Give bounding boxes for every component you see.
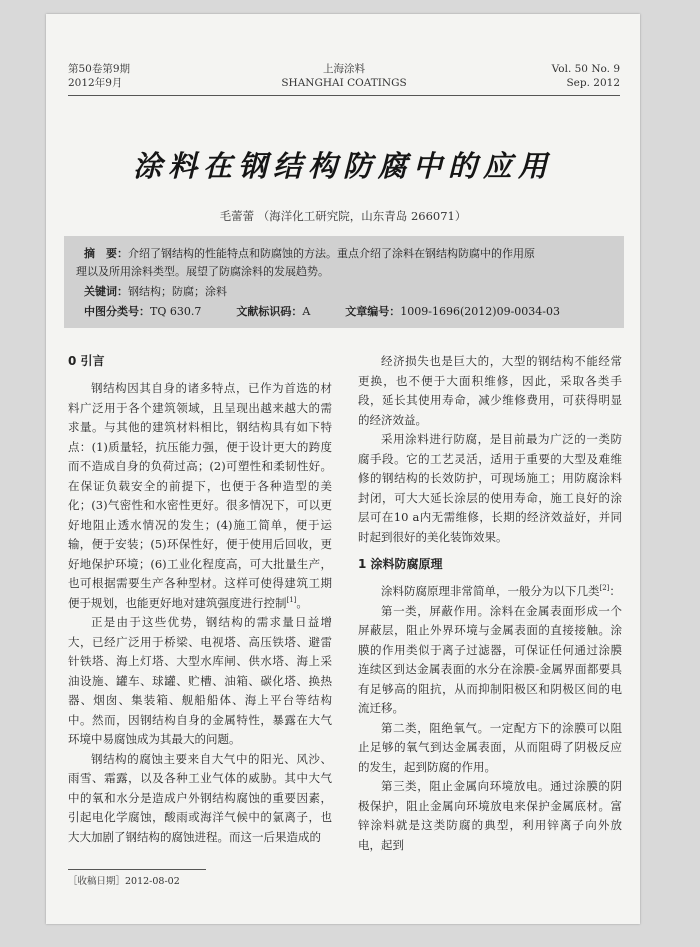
header-rule — [68, 95, 620, 96]
abstract-line: 理以及所用涂料类型。展望了防腐涂料的发展趋势。 — [76, 265, 329, 278]
section-heading: 1 涂料防腐原理 — [358, 557, 443, 571]
paragraph: 正是由于这些优势，钢结构的需求量日益增大，已经广泛用于桥梁、电视塔、高压铁塔、避雷针铁塔、海上灯塔、大型水库闸、供水塔、海上采油设施、罐车、球罐、贮槽、油箱、碳化塔、换热器、烟囱、集装箱、舰船船体、海上平台等结构中。然而，因钢结构自身的金属特性，暴露在大气环境中易腐蚀成为其最大的问题。 — [68, 615, 332, 746]
paragraph: 钢结构因其自身的诸多特点，已作为首选的材料广泛用于各个建筑领域，且呈现出越来越大的需求量。与其他的建筑材料相比，钢结构具有如下特点：(1)质量轻，抗压能力强，便于设计更大的跨度而不造成自身的负荷过高；(2)可塑性和柔韧性好。在保证负载安全的前提下，也便于各种造型的美化；(3)气密性和水密性更好。很多情况下，可以更好地阻止透水情况的发生；(4)施工简单，便于运输，便于安装；(5)环保性好，便于使用后回收，更好地保护环境；(6)工业化程度高，可大批量生产，也可根据需要生产各种型材。这样可使得建筑工期便于规划，也能更好地对建筑强度进行控制[1]。 — [68, 381, 332, 610]
section-heading: 0 引言 — [68, 354, 105, 368]
paragraph: 第三类，阻止金属向环境放电。通过涂膜的阴极保护，阻止金属向环境放电来保护金属底材。富锌涂料就是这类防腐的典型，利用锌离子向外放电，起到 — [358, 779, 622, 852]
issue-info: 第50卷第9期 2012年9月 — [68, 63, 131, 89]
left-column — [68, 352, 332, 847]
abstract-box — [64, 236, 624, 328]
footnote-rule — [68, 869, 206, 870]
volume-info: Vol. 50 No. 9 Sep. 2012 — [551, 63, 620, 89]
keywords: 关键词：钢结构；防腐；涂料 — [84, 285, 227, 298]
paragraph: 采用涂料进行防腐，是目前最为广泛的一类防腐手段。它的工艺灵活，适用于重要的大型及难维修的钢结构的长效防护，可现场施工；用防腐涂料封闭，可大大延长涂层的使用寿命，施工良好的涂层可在10 a内无需维修，长期的经济效益好，并同时起到很好的美化装饰效果。 — [358, 432, 622, 544]
received-date-footnote: ［收稿日期］2012-08-02 — [68, 869, 332, 887]
paragraph: 第一类，屏蔽作用。涂料在金属表面形成一个屏蔽层，阻止外界环境与金属表面的直接接触。涂膜的作用类似于离子过滤器，可保证任何通过涂膜连续区到达金属表面的水分在涂膜-金属界面都要具有足够高的阻抗，从而抑制阳极区和阴极区间的电流迁移。 — [358, 603, 622, 715]
abstract-line: 摘 要：介绍了钢结构的性能特点和防腐蚀的方法。重点介绍了涂料在钢结构防腐中的作用原 — [84, 247, 535, 260]
right-column — [358, 352, 622, 855]
classification-line: 中图分类号：TQ 630.7 文献标识码：A 文章编号：1009-1696(2012)09-0034-03 — [84, 305, 561, 318]
journal-page — [46, 14, 640, 924]
paragraph: 第二类，阻绝氧气。一定配方下的涂膜可以阻止足够的氧气到达金属表面，从而阻碍了阴极反应的发生，起到防腐的作用。 — [358, 720, 622, 774]
paragraph: 经济损失也是巨大的，大型的钢结构不能经常更换，也不便于大面积维修，因此，采取各类手段，延长其使用寿命，减少维修费用，可获得明显的经济效益。 — [358, 354, 622, 427]
paragraph: 钢结构的腐蚀主要来自大气中的阳光、风沙、雨雪、霜露，以及各种工业气体的威胁。其中大气中的氧和水分是造成户外钢结构腐蚀的重要因素，引起电化学腐蚀，酸雨或海洋气候中的氯离子，也大大加剧了钢结构的腐蚀进程。而这一后果造成的 — [68, 751, 332, 844]
paragraph: 涂料防腐原理非常简单，一般分为以下几类[2]： — [381, 584, 621, 598]
author-line: 毛蕾蕾 （海洋化工研究院，山东青岛 266071） — [219, 209, 467, 223]
article-title: 涂料在钢结构防腐中的应用 — [132, 149, 553, 183]
journal-name: 上海涂料 SHANGHAI COATINGS — [281, 63, 407, 89]
